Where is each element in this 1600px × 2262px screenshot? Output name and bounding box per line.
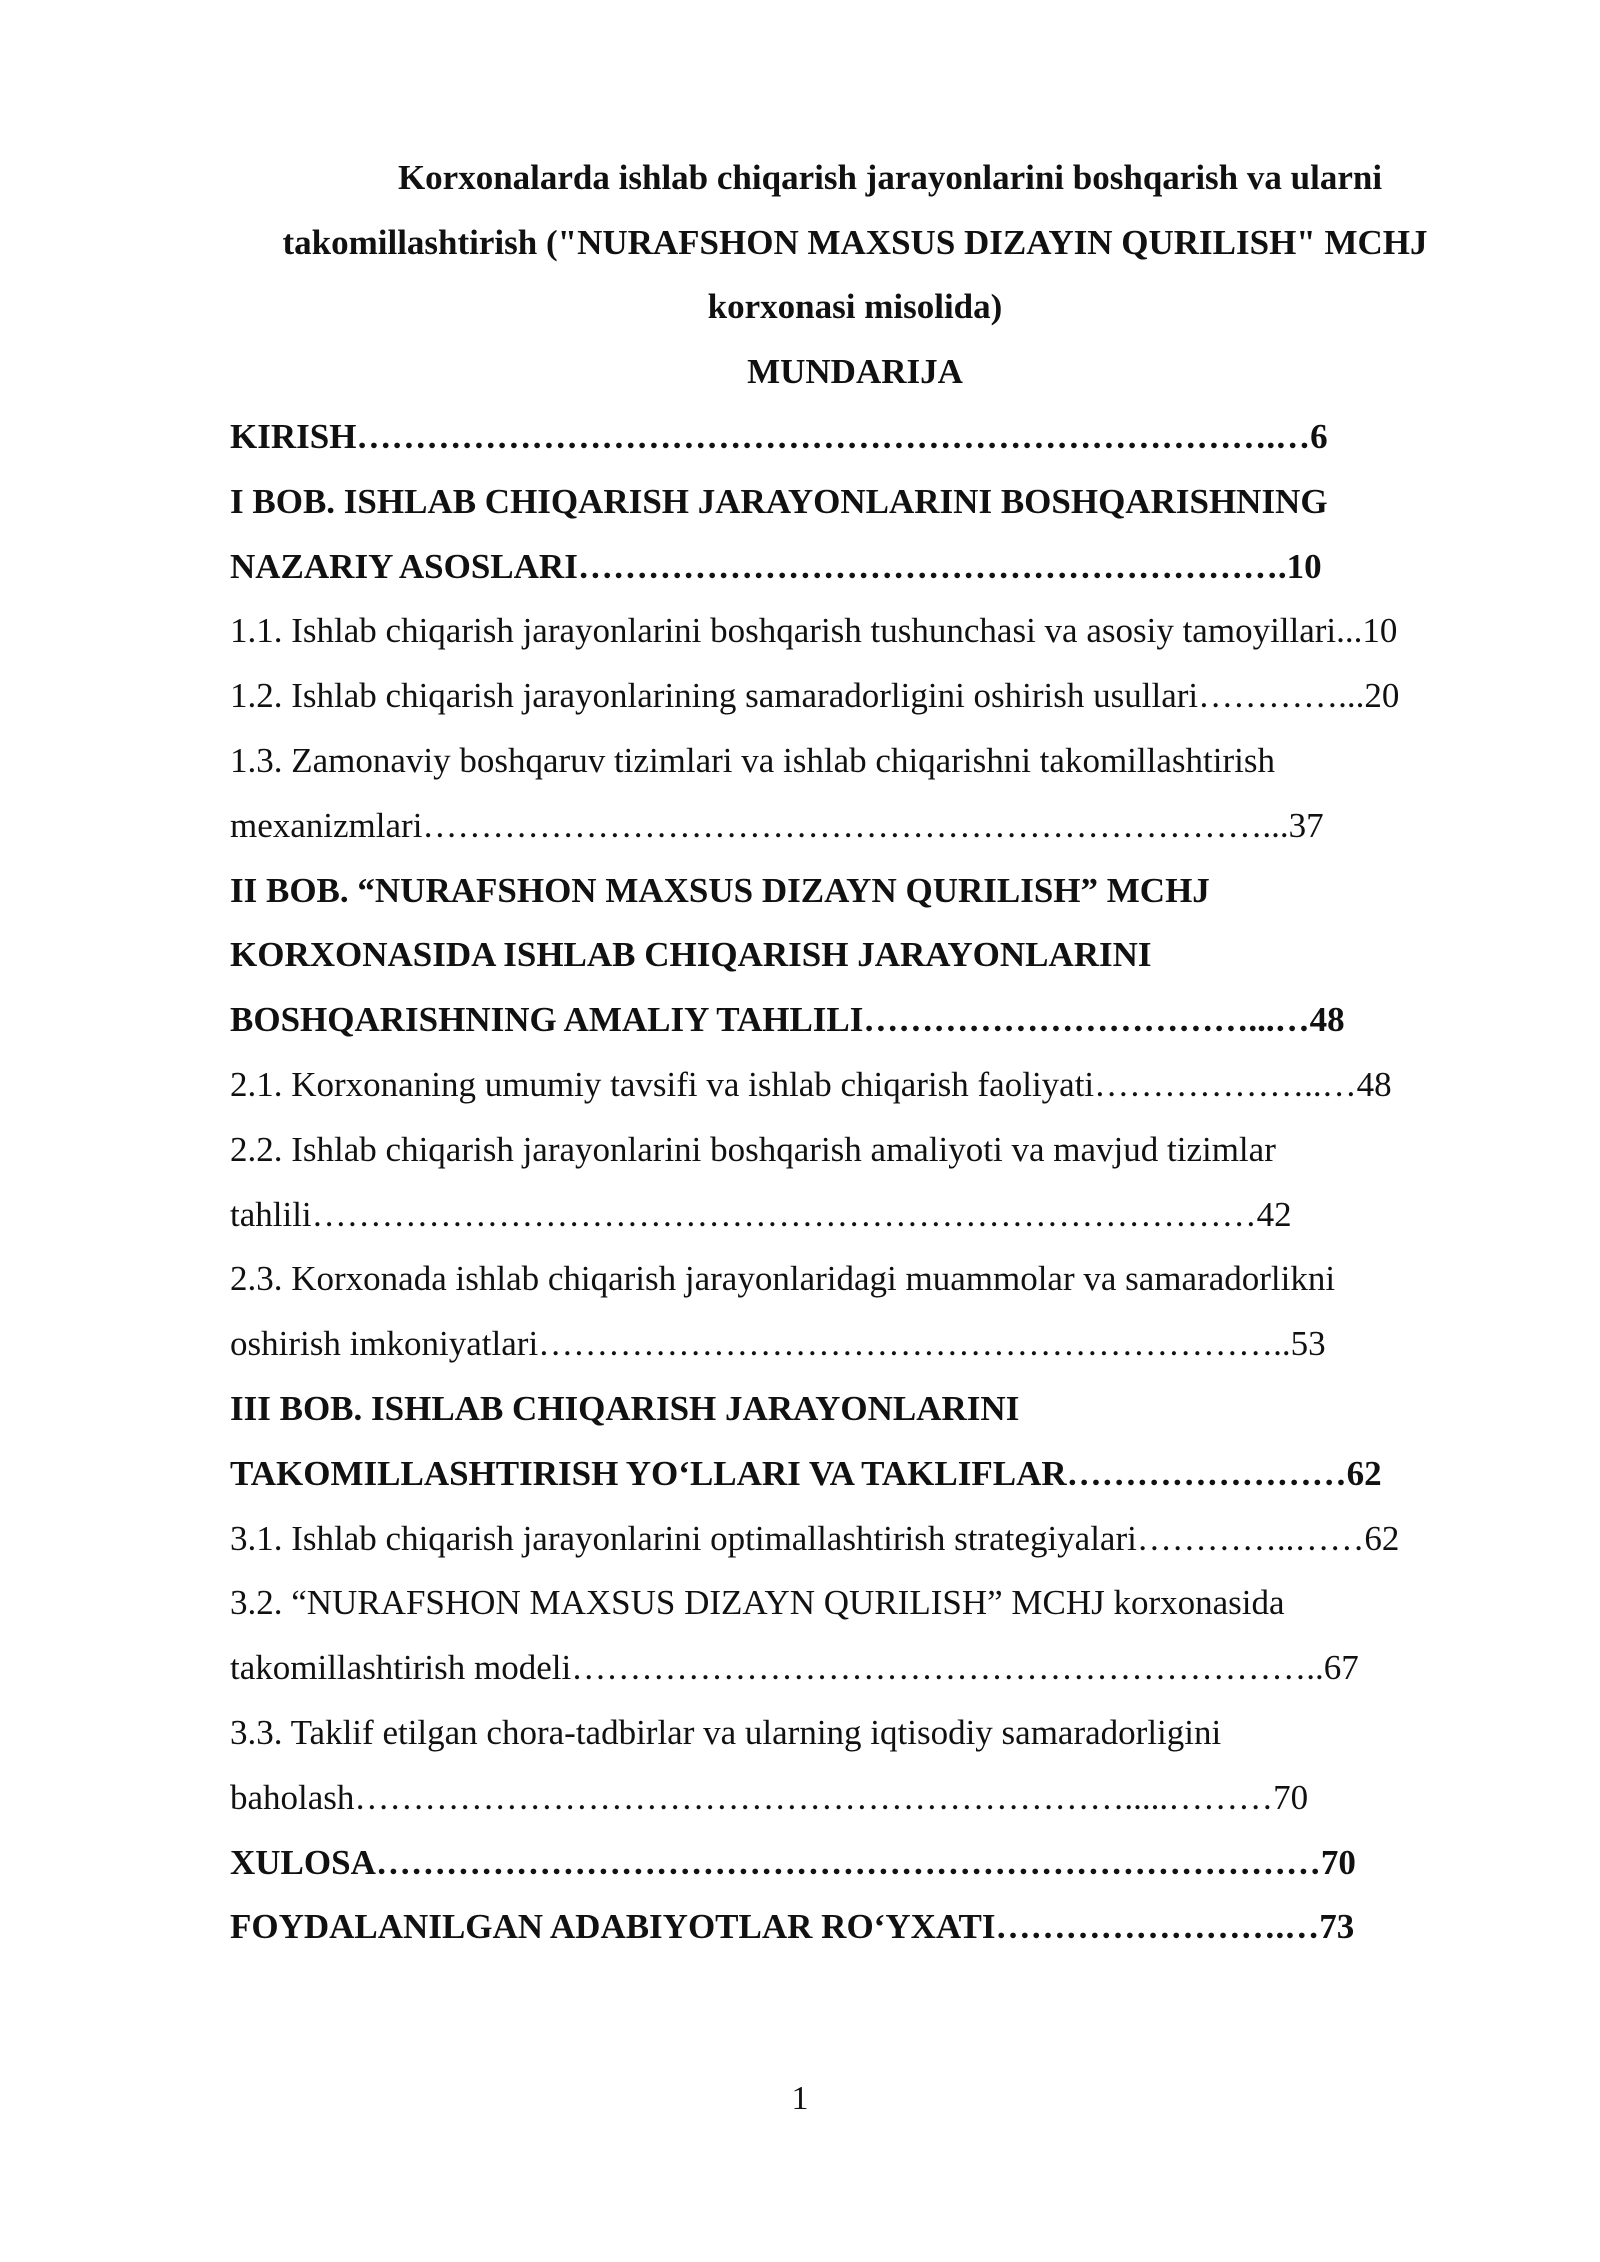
contents-heading: MUNDARIJA	[747, 352, 963, 391]
toc-entry: 1.1. Ishlab chiqarish jarayonlarini boshqarish tushunchasi va asosiy tamoyillari...10	[230, 611, 1398, 651]
toc-entry: 3.3. Taklif etilgan chora-tadbirlar va ularning iqtisodiy samaradorligini	[230, 1712, 1222, 1752]
toc-entry: I BOB. ISHLAB CHIQARISH JARAYONLARINI BOSHQARISHNING	[230, 481, 1328, 521]
toc-entry: FOYDALANILGAN ADABIYOTLAR RO‘YXATI…………………….…73	[230, 1907, 1355, 1947]
toc-entry: 2.1. Korxonaning umumiy tavsifi va ishlab chiqarish faoliyati………………..…48	[230, 1064, 1392, 1104]
toc-entry: oshirish imkoniyatlari………………………………………………………..53	[230, 1324, 1326, 1364]
toc-entry: mexanizmlari………………………………………………………………...37	[230, 805, 1324, 845]
toc-entry: TAKOMILLASHTIRISH YO‘LLARI VA TAKLIFLAR……………………62	[230, 1453, 1382, 1493]
title-line: Korxonalarda ishlab chiqarish jarayonlarini boshqarish va ularni	[397, 158, 1383, 197]
toc-entry: baholash………………………………………………………….....………70	[230, 1777, 1309, 1817]
toc-entry: XULOSA………………………………………………………………………70	[230, 1842, 1356, 1882]
toc-entry: NAZARIY ASOSLARI…………………………………………………….10	[230, 546, 1322, 586]
document-title	[230, 146, 1480, 340]
toc-entry: KORXONASIDA ISHLAB CHIQARISH JARAYONLARINI	[230, 935, 1152, 975]
page-number: 1	[791, 2080, 809, 2117]
toc-entry: 1.2. Ishlab chiqarish jarayonlarining samaradorligini oshirish usullari…………...20	[230, 676, 1400, 716]
toc-entry: 2.2. Ishlab chiqarish jarayonlarini boshqarish amaliyoti va mavjud tizimlar	[230, 1129, 1276, 1169]
toc-entry: 3.2. “NURAFSHON MAXSUS DIZAYN QURILISH” MCHJ korxonasida	[230, 1583, 1285, 1623]
toc-entry: 3.1. Ishlab chiqarish jarayonlarini optimallashtirish strategiyalari…………..……62	[230, 1518, 1400, 1558]
toc-entry: 1.3. Zamonaviy boshqaruv tizimlari va ishlab chiqarishni takomillashtirish	[230, 740, 1275, 780]
toc-entry: takomillashtirish modeli………………………………………………………..67	[230, 1648, 1359, 1688]
title-line: korxonasi misolida)	[707, 287, 1003, 326]
toc-entry: III BOB. ISHLAB CHIQARISH JARAYONLARINI	[230, 1388, 1020, 1428]
toc-entry: II BOB. “NURAFSHON MAXSUS DIZAYN QURILISH” MCHJ	[230, 870, 1210, 910]
table-of-contents	[230, 405, 1490, 1960]
title-line: takomillashtirish ("NURAFSHON MAXSUS DIZAYIN QURILISH" MCHJ	[282, 222, 1428, 262]
toc-entry: BOSHQARISHNING AMALIY TAHLILI……………………………...…48	[230, 1000, 1345, 1040]
toc-entry: KIRISH…………………………………………………………………….…6	[230, 417, 1328, 456]
toc-entry: tahlili………………………………………………………………………42	[230, 1194, 1292, 1234]
toc-entry: 2.3. Korxonada ishlab chiqarish jarayonlaridagi muammolar va samaradorlikni	[230, 1259, 1336, 1299]
